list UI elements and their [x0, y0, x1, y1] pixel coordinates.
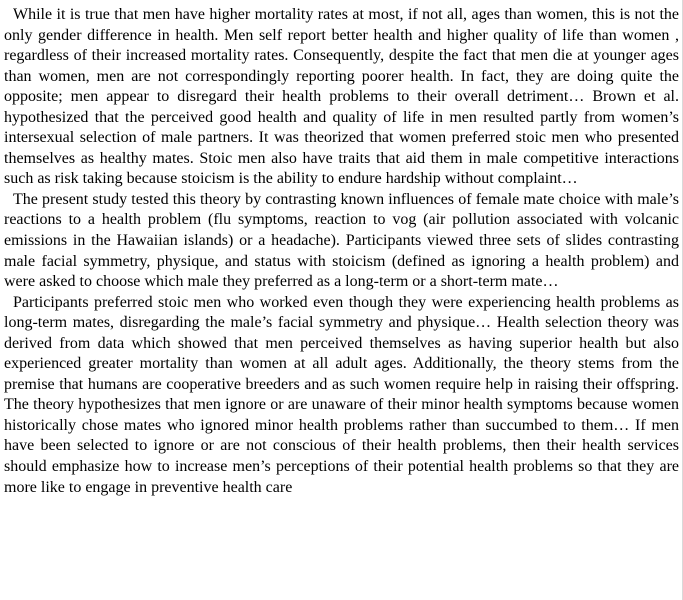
paragraph-text: The present study tested this theory by contrasting known influences of female mate choice with male’s reactions to a health problem (flu symptoms, reaction to vog (air pollution associated with volcanic emissions in the Hawaiian islands) or a headache). Participants viewed three sets of slides contrasting male facial symmetry, physique, and status with stoicism (defined as ignoring a health problem) and were asked to choose which male they preferred as a long-term or a short-term mate…: [4, 190, 679, 291]
paragraph-text: While it is true that men have higher mortality rates at most, if not all, ages than women, this is not the only gender difference in health. Men self report better health and higher quality of life than women , regardless of their increased mortality rates. Consequently, despite the fact that men die at younger ages than women, men are not correspondingly reporting poorer health. In fact, they are doing quite the opposite; men appear to disregard their health problems to their overall detriment… Brown et al. hypothesized that the perceived good health and quality of life in men resulted partly from women’s intersexual selection of male partners. It was theorized that women preferred stoic men who presented themselves as healthy mates. Stoic men also have traits that aid them in male competitive interactions such as risk taking because stoicism is the ability to endure hardship without complaint…: [4, 6, 679, 188]
paragraph-health-gender-difference: [4, 5, 679, 190]
paragraph-results-theory: [4, 293, 679, 498]
paragraph-text: Participants preferred stoic men who worked even though they were experiencing health problems as long-term mates, disregarding the male’s facial symmetry and physique… Health selection theory was derived from data which showed that men perceived themselves as having superior health but also experienced greater mortality than women at all adult ages. Additionally, the theory stems from the premise that humans are cooperative breeders and as such women require help in raising their offspring. The theory hypothesizes that men ignore or are unaware of their minor health symptoms because women historically chose mates who ignored minor health problems rather than succumbed to them… If men have been selected to ignore or are not conscious of their health problems, then their health services should emphasize how to increase men’s perceptions of their potential health problems so that they are more like to engage in preventive health care: [4, 293, 679, 496]
paragraph-study-method: [4, 190, 679, 293]
